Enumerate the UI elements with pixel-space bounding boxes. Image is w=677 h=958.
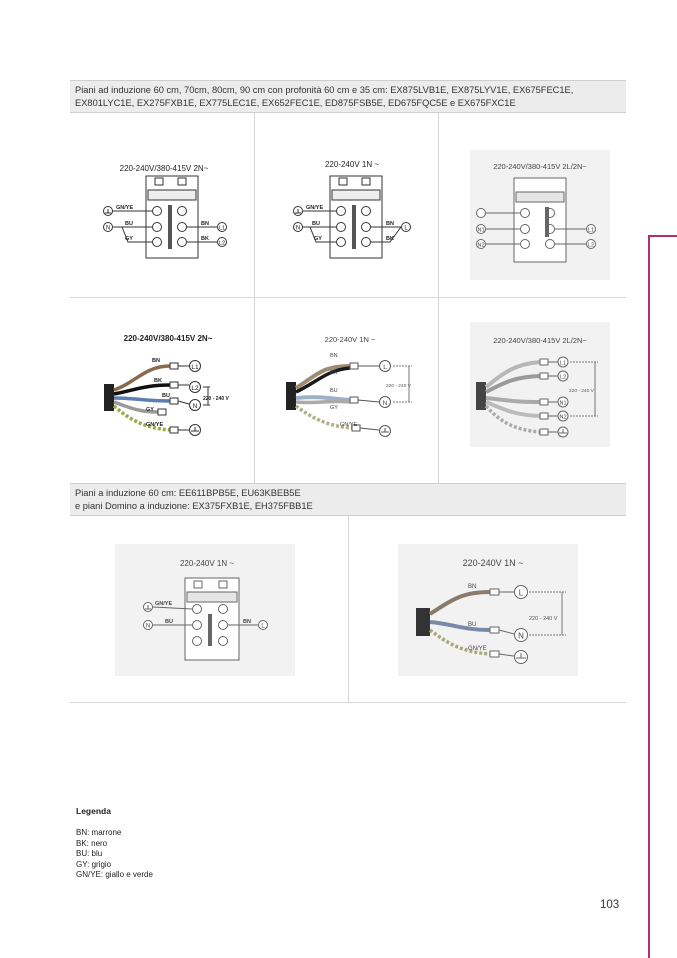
page-accent-line-top [648,235,677,237]
d4-voltage-label: 220-240V/380-415V 2N~ [123,334,213,343]
cable-sheath [286,382,296,410]
d1-voltage-label: 220-240V/380-415V 2N~ [119,164,209,173]
d1-end-l2: L2 [218,240,226,247]
d4-wire-bu: BU [162,393,170,399]
legend-title: Legenda [76,806,111,816]
d1-term-bk: BK [201,236,209,242]
diagram-cable-1n [282,330,427,445]
d5-wire-bu: BU [330,388,338,394]
d6-end-n2: N2 [559,414,567,421]
page-number: 103 [600,899,620,911]
d4-wire-gy: GY [146,407,154,413]
d5-end-n: N [382,400,388,407]
d7-voltage-label: 220-240V 1N ~ [179,559,235,568]
d4-end-n: N [192,403,198,410]
cable-sheath [476,382,486,410]
diagram-cable-1n-section2 [398,544,578,676]
d1-term-gy: GY [125,236,133,242]
d8-wire-gnye: GN/YE [468,646,487,652]
ground-icon [477,209,486,218]
d4-wire-bn: BN [152,358,160,364]
diagram-terminal-2l2n [470,150,610,280]
d6-end-l2: L2 [559,374,567,381]
diagram-cable-2l2n [470,322,610,447]
d1-end-n: N [105,225,111,232]
d6-end-l1: L1 [559,360,567,367]
d8-wire-bu: BU [468,622,477,628]
section-1-title-line1: Piani ad induzione 60 cm, 70cm, 80cm, 90 cm con profonità 60 cm e 35 cm: EX875LVB1E, EX875LYV1E, EX675FEC1E, [75,85,574,95]
d2-voltage-label: 220-240V 1N ~ [324,160,380,169]
d7-term-bu: BU [165,619,173,625]
d2-end-l: L [404,225,408,232]
section-2-title-line2: e piani Domino a induzione: EX375FXB1E, EH375FBB1E [75,501,313,511]
cable-sheath [416,608,430,636]
section-2-title-line1: Piani a induzione 60 cm: EE611BPB5E, EU63KBEB5E [75,488,301,498]
d4-wire-bk: BK [154,378,162,384]
section-header-2 [70,483,626,516]
d3-end-l2: L2 [587,242,595,249]
d2-term-bu: BU [312,221,320,227]
d4-end-l1: L1 [191,364,199,371]
d7-term-bn: BN [243,619,251,625]
d3-voltage-label: 220-240V/380-415V 2L/2N~ [493,162,587,171]
d5-wire-bn: BN [330,353,338,359]
grid-divider [254,113,255,483]
d4-end-l2: L2 [191,385,199,392]
grid-divider [70,297,626,298]
d1-term-gnye: GN/YE [116,205,134,211]
section-1-title-line2: EX801LYC1E, EX275FXB1E, EX775LEC1E, EX652FEC1E, ED875FSB5E, ED675FQC5E e EX675FXC1E [75,98,516,108]
d1-term-bu: BU [125,221,133,227]
page-accent-line [648,236,650,958]
d1-term-bn: BN [201,221,209,227]
d6-end-n1: N1 [559,400,567,407]
d1-end-l1: L1 [218,225,226,232]
legend-item: BN: marrone [76,828,122,837]
d5-wire-bk: BK [330,370,338,376]
d6-voltage-label: 220-240V/380-415V 2L/2N~ [493,336,587,345]
d7-end-n: N [145,623,151,630]
d2-term-gnye: GN/YE [306,205,324,211]
d3-end-l1: L1 [587,227,595,234]
d6-span-label: 220 - 240 V [569,389,594,394]
d8-span-label: 220 - 240 V [529,616,558,622]
d5-wire-gy: GY [330,405,338,411]
d4-wire-gnye: GN/YE [146,422,164,428]
d5-span-label: 220 - 240 V [386,384,411,389]
diagram-terminal-1n [290,148,425,266]
diagram-cable-2n [100,328,245,443]
d2-term-gy: GY [314,236,322,242]
terminal-block [514,178,566,262]
d8-wire-bn: BN [468,584,477,590]
legend-item: GY: grigio [76,859,112,869]
d2-term-bn: BN [386,221,394,227]
d5-end-l: L [383,364,387,371]
d3-end-n1: N1 [477,227,485,234]
d7-end-l: L [261,623,265,630]
d8-end-n: N [518,631,524,641]
section-header-1 [70,80,626,113]
d7-term-gnye: GN/YE [155,601,173,607]
legend-item: BU: blu [76,849,103,858]
legend-item: BK: nero [76,838,108,848]
d4-span-label: 220 - 240 V [203,396,229,402]
grid-divider [348,516,349,702]
legend-list [76,828,153,881]
d5-voltage-label: 220-240V 1N ~ [324,335,376,344]
d5-wire-gnye: GN/YE [340,422,358,428]
grid-divider [70,702,626,703]
diagram-terminal-1n-section2 [115,544,295,676]
d2-end-n: N [295,225,301,232]
cable-sheath [104,384,114,411]
diagram-terminal-2n [100,152,235,270]
d3-end-n2: N2 [477,242,485,249]
legend-item: GN/YE: giallo e verde [76,870,153,879]
d8-end-l: L [518,588,524,598]
d2-term-bk: BK [386,236,394,242]
d8-voltage-label: 220-240V 1N ~ [462,558,524,568]
grid-divider [438,113,439,483]
